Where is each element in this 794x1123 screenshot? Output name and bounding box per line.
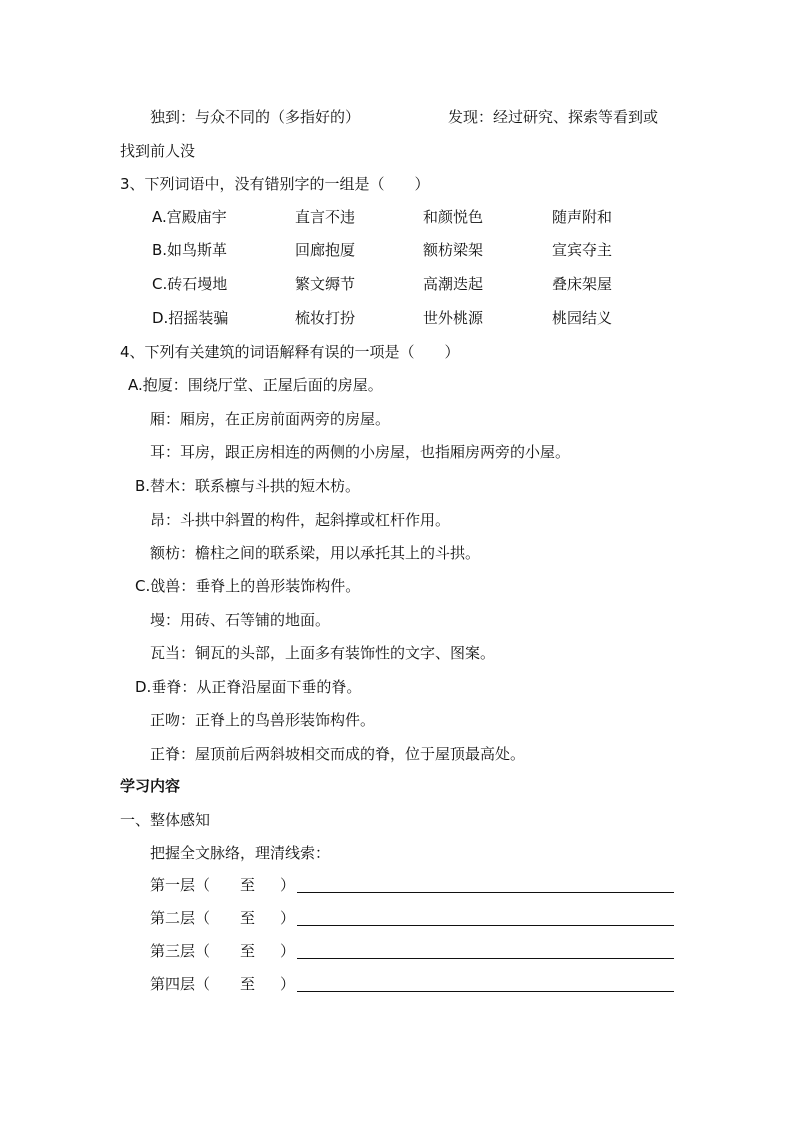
answer-blank[interactable] <box>297 991 674 992</box>
q3-a-word-4: 随声附和 <box>552 208 613 226</box>
layer-close: ） <box>280 942 296 960</box>
q4-option-d: D.垂脊：从正脊沿屋面下垂的脊。 <box>135 678 362 696</box>
q4-d-zhengji: 正脊：屋顶前后两斜坡相交而成的脊，位于屋顶最高处。 <box>150 745 526 763</box>
layer-row-4 <box>150 974 680 996</box>
layer-to: 至 <box>240 909 256 927</box>
q3-b-word-2: 回廊抱厦 <box>295 241 356 259</box>
q4-d-zhengwen: 正吻：正脊上的鸟兽形装饰构件。 <box>150 711 376 729</box>
q3-b-word-1: B.如鸟斯革 <box>152 241 228 259</box>
layer-row-3 <box>150 941 680 963</box>
q4-a-xiang: 厢：厢房，在正房前面两旁的房屋。 <box>150 410 391 428</box>
answer-blank[interactable] <box>297 958 674 959</box>
q3-a-word-2: 直言不违 <box>295 208 356 226</box>
layer-close: ） <box>280 909 296 927</box>
q3-stem: 3、下列词语中，没有错别字的一组是（ ） <box>120 175 430 193</box>
answer-blank[interactable] <box>297 925 674 926</box>
q3-c-word-1: C.砖石墁地 <box>152 275 228 293</box>
instruction-text: 把握全文脉络，理清线索： <box>150 844 331 862</box>
vocab-duda: 独到：与众不同的（多指好的） <box>150 108 361 126</box>
q4-b-efang: 额枋：檐柱之间的联系梁，用以承托其上的斗拱。 <box>150 544 481 562</box>
q4-option-b: B.替木：联系檩与斗拱的短木枋。 <box>135 477 361 495</box>
q4-c-wadang: 瓦当：铜瓦的头部，上面多有装饰性的文字、图案。 <box>150 644 496 662</box>
layer-label: 第四层（ <box>150 975 211 993</box>
q3-a-word-1: A.宫殿庙宇 <box>152 208 227 226</box>
layer-label: 第一层（ <box>150 876 211 894</box>
layer-to: 至 <box>240 876 256 894</box>
q3-b-word-4: 宣宾夺主 <box>552 241 613 259</box>
layer-row-1 <box>150 875 680 897</box>
section-1-title: 一、整体感知 <box>120 811 211 829</box>
q4-b-ang: 昂：斗拱中斜置的构件，起斜撑或杠杆作用。 <box>150 511 451 529</box>
q4-stem: 4、下列有关建筑的词语解释有误的一项是（ ） <box>120 343 460 361</box>
q3-c-word-2: 繁文缛节 <box>295 275 356 293</box>
q3-b-word-3: 额枋梁架 <box>423 241 484 259</box>
q3-d-word-4: 桃园结义 <box>552 309 613 327</box>
q4-c-man: 墁：用砖、石等铺的地面。 <box>150 611 331 629</box>
q3-a-word-3: 和颜悦色 <box>423 208 484 226</box>
q3-c-word-4: 叠床架屋 <box>552 275 613 293</box>
layer-to: 至 <box>240 942 256 960</box>
q4-option-c: C.戗兽：垂脊上的兽形装饰构件。 <box>135 577 361 595</box>
layer-close: ） <box>280 975 296 993</box>
q3-c-word-3: 高潮迭起 <box>423 275 484 293</box>
q4-option-a: A.抱厦：围绕厅堂、正屋后面的房屋。 <box>128 376 383 394</box>
q3-d-word-1: D.招摇装骗 <box>152 309 229 327</box>
q3-d-word-2: 梳妆打扮 <box>295 309 356 327</box>
vocab-faxian-continued: 找到前人没 <box>120 142 196 160</box>
q4-a-er: 耳：耳房，跟正房相连的两侧的小房屋，也指厢房两旁的小屋。 <box>150 443 571 461</box>
q3-d-word-3: 世外桃源 <box>423 309 484 327</box>
layer-label: 第二层（ <box>150 909 211 927</box>
section-heading: 学习内容 <box>120 777 181 795</box>
layer-close: ） <box>280 876 296 894</box>
layer-label: 第三层（ <box>150 942 211 960</box>
answer-blank[interactable] <box>297 892 674 893</box>
layer-to: 至 <box>240 975 256 993</box>
layer-row-2 <box>150 908 680 930</box>
vocab-faxian: 发现：经过研究、探索等看到或 <box>448 108 659 126</box>
